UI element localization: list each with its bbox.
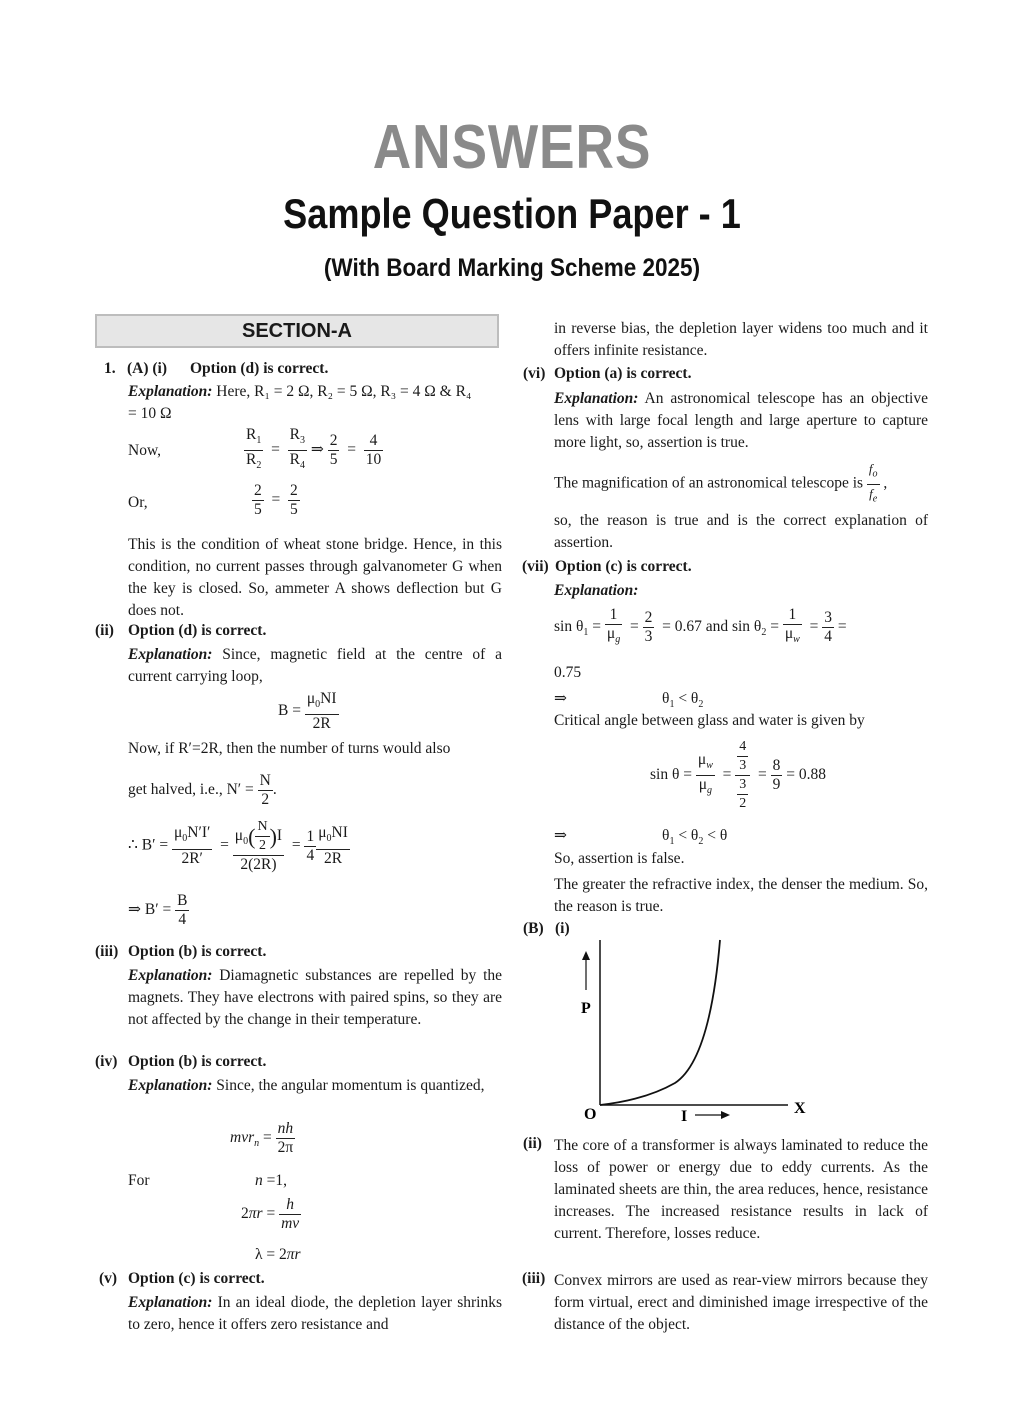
q1-option: Option (d) is correct. [190,360,329,377]
v-explanation-text: In an ideal diode, the depletion layer shrinks to zero, hence it offers zero resistance and [128,1294,502,1333]
explanation-label: Explanation: [128,383,213,400]
p-arrow-head [582,951,590,960]
explanation-label: Explanation: [554,390,639,407]
v-continuation: in reverse bias, the depletion layer widens too much and it offers infinite resistance. [554,320,928,359]
vi-magnification-line: The magnification of an astronomical telescope is $\frac{f_o}{f_e}$ , [554,461,888,505]
v-option: Option (c) is correct. [128,1270,265,1287]
v-explanation [128,1292,502,1336]
explanation-label: Explanation: [128,1077,213,1094]
ii-now-line: Now, if R′=2R, then the number of turns would also [128,740,451,757]
lambda-equation: λ = 2πr [255,1246,301,1263]
n-equals-one: n =1, [255,1172,287,1189]
power-current-graph [570,935,820,1130]
iv-label: (iv) [95,1053,118,1070]
vi-explanation-text: An astronomical telescope has an objective lens with large focal length and large aperture to capture more light, so, assertion is true. [554,390,928,451]
convex-mirror-explanation: Convex mirrors are used as rear-view mirrors because they form virtual, erect and diminished image irrespective of the distance of the object. [554,1272,928,1333]
assertion-false: So, assertion is false. [554,850,685,867]
ii-halved-line: get halved, i.e., N′ = $\frac{N}{2}$ . [128,772,277,808]
section-header-box [95,314,499,348]
critical-angle-equation: sin θ = $\frac{\mu_w}{\mu_g}$ = $\frac{\frac{4}{3}}{\frac{3}{2}}$ = $\frac{8}{9}$ = 0.88 [650,739,826,811]
v-label: (v) [99,1270,118,1287]
theta-compare-2: ⇒ $\theta_1 < \theta_2 < \theta$ [554,827,728,848]
or-label: Or, [128,494,148,511]
q1-number: 1. [104,360,116,377]
parabola-curve [600,940,720,1105]
answers-heading: ANSWERS [372,113,652,182]
snell-equation: $\sin \theta_1$ = $\frac{1}{\mu_g}$ = $\frac{2}{3}$ = 0.67 and $\sin \theta_2$ = $\frac{1}{\mu_w}$ = $\frac{3}{4}$ = [554,606,847,646]
vi-label: (vi) [523,365,546,382]
circumference-equation: 2πr = $\frac{h}{mv}$ [241,1196,300,1232]
q1-part-label: (A) (i) [127,360,168,377]
refractive-index-reason: The greater the refractive index, the denser the medium. So, the reason is true. [554,876,928,915]
y-axis-label: P [581,1000,591,1017]
bridge-ratio-equation: $\frac{R_1}{R_2}$ = $\frac{R_3}{R_4}$ ⇒ $\frac{2}{5}$ = $\frac{4}{10}$ [246,426,382,472]
vi-explanation [554,388,928,454]
B-label: (B) [523,920,544,937]
current-label: I [681,1108,688,1125]
explanation-label: Explanation: [128,1294,213,1311]
explanation-label: Explanation: [128,646,213,663]
iv-explanation [128,1075,502,1097]
now-label: Now, [128,442,162,459]
ii-explanation-text: Since, magnetic field at the centre of a current carrying loop, [128,646,503,685]
B-i-label: (i) [555,920,570,937]
explanation-label: Explanation: [128,967,213,984]
b-prime-result: ⇒ B′ = $\frac{B}{4}$ [128,892,188,928]
vii-label: (vii) [522,558,549,575]
i-arrow-head [721,1111,730,1119]
iii-label: (iii) [95,943,119,960]
magnetic-field-equation: B = $\frac{\mu_0NI}{2R}$ [278,690,337,733]
paper-title: Sample Question Paper - 1 [283,190,741,237]
b-prime-equation: ∴ B′ = $\frac{\mu_0N'I'}{2R'}$ = $\mu_0$( $\frac{N}{2}$ )I 2(2R) = $\frac{1}{4}$ $\frac{\mu_0NI}{2R}$ [128,819,348,873]
q1-explanation-cont: = 10 Ω [128,405,172,422]
section-title: SECTION-A [242,320,352,342]
ii-right-label: (ii) [523,1135,542,1152]
iii-explanation-text: Diamagnetic substances are repelled by the magnets. They have electrons with paired spins, so they are not affected by the change in their temperature. [128,967,503,1028]
vi-option: Option (a) is correct. [554,365,692,382]
value-075: 0.75 [554,664,582,681]
origin-label: O [584,1106,597,1123]
wheatstone-explanation: This is the condition of wheat stone bridge. Hence, in this condition, no current passes through galvanometer G when the key is closed. So, ammeter A shows deflection but G does not. [128,536,502,619]
ii-explanation [128,644,502,688]
ii-option: Option (d) is correct. [128,622,267,639]
iv-option: Option (b) is correct. [128,1053,267,1070]
theta-compare: ⇒ $\theta_1 < \theta_2$ [554,690,704,711]
angular-momentum-equation: mvr$_n$ = $\frac{nh}{2\pi}$ [230,1120,294,1156]
ii-label: (ii) [95,622,114,639]
for-label: For [128,1172,150,1189]
vii-option: Option (c) is correct. [555,558,692,575]
transformer-explanation: The core of a transformer is always laminated to reduce the loss of power or energy due to eddy currents. As the laminated sheets are thin, the area reduces, hence, resistance increases. The increased resistance results in lack of current. Therefore, losses reduce. [554,1137,928,1242]
iii-explanation [128,965,502,1031]
q1-explanation-text: Here, R₁ = 2 Ω, R₂ = 5 Ω, R₃ = 4 Ω & R₄ [216,383,472,400]
critical-angle-line: Critical angle between glass and water is given by [554,712,865,729]
iii-right-label: (iii) [522,1270,546,1287]
vi-reason: so, the reason is true and is the correct explanation of assertion. [554,512,928,551]
q1-explanation-line [128,383,471,401]
paper-subtitle: (With Board Marking Scheme 2025) [323,254,701,282]
iv-explanation-text: Since, the angular momentum is quantized, [216,1077,485,1094]
iii-option: Option (b) is correct. [128,943,267,960]
x-axis-label: X [794,1100,806,1117]
bridge-ratio-result: $\frac{2}{5}$ = $\frac{2}{5}$ [254,482,298,518]
explanation-label: Explanation: [554,582,639,599]
